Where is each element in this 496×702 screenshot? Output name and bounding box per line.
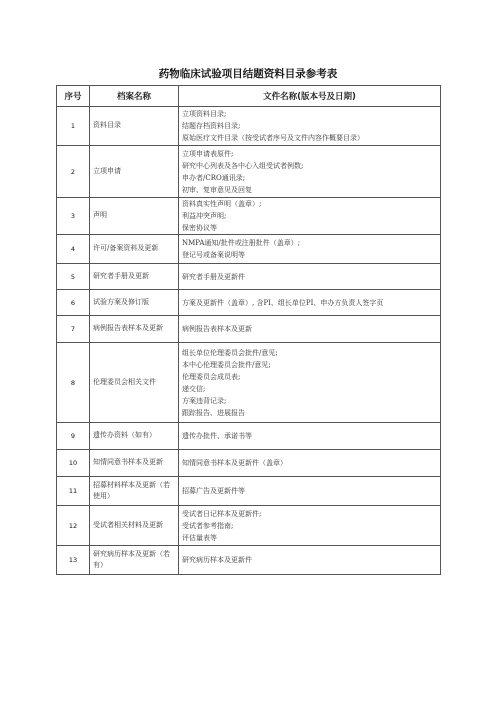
header-archive-name: 档案名称 xyxy=(90,86,179,107)
file-line: 受试者参考指南; xyxy=(182,521,234,530)
archive-catalog-table xyxy=(56,85,441,575)
file-list-cell xyxy=(179,290,441,316)
file-line: 方案违背记录; xyxy=(182,396,227,405)
table-row xyxy=(57,107,441,146)
archive-name-cell: 资料目录 xyxy=(90,107,179,146)
table-body xyxy=(57,107,441,575)
table-row xyxy=(57,423,441,450)
table-row xyxy=(57,235,441,264)
file-line: 利益冲突声明; xyxy=(182,212,227,220)
archive-name-cell: 病例报告表样本及更新 xyxy=(90,316,179,343)
file-list-cell xyxy=(179,146,441,198)
file-line: 立项申请表原件; xyxy=(182,149,234,158)
table-row xyxy=(57,546,441,575)
file-line: 资料真实性声明（盖章）; xyxy=(182,200,262,208)
row-number: 3 xyxy=(57,198,90,235)
table-row xyxy=(57,450,441,477)
file-line: 遗传办批件、承诺书等 xyxy=(182,432,252,440)
file-line: 申办者/CRO通讯录; xyxy=(182,173,246,182)
row-number: 5 xyxy=(57,264,90,290)
file-line: 病例报告表样本及更新 xyxy=(182,325,252,333)
file-line: 结题存档资料目录; xyxy=(182,122,241,130)
file-line: 初审、复审意见及回复 xyxy=(182,185,252,194)
file-line: 研究者手册及更新件 xyxy=(182,272,245,281)
archive-name-cell: 研究者手册及更新 xyxy=(90,264,179,290)
archive-name-cell: 试验方案及修订版 xyxy=(90,290,179,316)
table-row xyxy=(57,506,441,546)
file-list-cell xyxy=(179,477,441,506)
archive-name-cell: 声明 xyxy=(90,198,179,235)
file-line: 招募广告及更新件等 xyxy=(182,487,245,495)
header-file-name: 文件名称(版本号及日期) xyxy=(179,86,441,107)
file-list-cell xyxy=(179,423,441,450)
file-line: 本中心伦理委员会批件/意见; xyxy=(182,360,271,369)
row-number: 11 xyxy=(57,477,90,506)
file-line: 评估量表等 xyxy=(182,533,217,542)
file-line: 立项资料目录; xyxy=(182,110,227,118)
archive-name-cell: 遗传办资料（如有） xyxy=(90,423,179,450)
file-list-cell xyxy=(179,264,441,290)
file-line: 方案及更新件（盖章）, 含PI、组长单位PI、申办方负责人签字页 xyxy=(182,298,384,307)
file-list-cell xyxy=(179,546,441,575)
row-number: 2 xyxy=(57,146,90,198)
table-row xyxy=(57,146,441,198)
row-number: 1 xyxy=(57,107,90,146)
file-list-cell xyxy=(179,107,441,146)
row-number: 10 xyxy=(57,450,90,477)
file-line: 组长单位伦理委员会批件/意见; xyxy=(182,348,278,357)
table-row xyxy=(57,198,441,235)
archive-name-cell: 立项申请 xyxy=(90,146,179,198)
file-line: 递交信; xyxy=(182,384,206,393)
row-number: 6 xyxy=(57,290,90,316)
archive-name-cell: 许可/备案资料及更新 xyxy=(90,235,179,264)
row-number: 4 xyxy=(57,235,90,264)
table-row xyxy=(57,290,441,316)
row-number: 13 xyxy=(57,546,90,575)
page-title: 药物临床试验项目结题资料目录参考表 xyxy=(158,68,338,80)
file-line: 保密协议等 xyxy=(182,224,217,232)
file-list-cell xyxy=(179,316,441,343)
archive-name-cell: 知情同意书样本及更新 xyxy=(90,450,179,477)
file-list-cell xyxy=(179,506,441,546)
file-list-cell xyxy=(179,235,441,264)
file-line: 登记号或备案说明等 xyxy=(182,251,245,259)
row-number: 9 xyxy=(57,423,90,450)
archive-name-cell: 研究病历样本及更新（若有） xyxy=(90,546,179,575)
file-list-cell xyxy=(179,450,441,477)
row-number: 8 xyxy=(57,343,90,423)
table-header-row xyxy=(57,86,441,107)
archive-name-cell: 受试者相关材料及更新 xyxy=(90,506,179,546)
file-line: 跟踪报告、进展报告 xyxy=(182,408,245,417)
file-line: 受试者日记样本及更新件; xyxy=(182,509,262,518)
table-row xyxy=(57,477,441,506)
file-list-cell xyxy=(179,343,441,423)
file-line: 原始医疗文件目录（按受试者序号及文件内容作概要目录） xyxy=(182,134,364,142)
file-line: 研究中心列表及各中心入组受试者例数; xyxy=(182,161,304,170)
table-row xyxy=(57,316,441,343)
header-no: 序号 xyxy=(57,86,90,107)
row-number: 12 xyxy=(57,506,90,546)
archive-name-cell: 招募材料样本及更新（若使用） xyxy=(90,477,179,506)
file-line: 研究病历样本及更新件 xyxy=(182,556,252,564)
file-line: 伦理委员会成员表; xyxy=(182,372,241,381)
file-line: NMPA通知/批件或注册批件（盖章）; xyxy=(182,239,301,247)
table-row xyxy=(57,343,441,423)
archive-name-cell: 伦理委员会相关文件 xyxy=(90,343,179,423)
file-list-cell xyxy=(179,198,441,235)
file-line: 知情同意书样本及更新件（盖章） xyxy=(182,459,287,467)
table-row xyxy=(57,264,441,290)
row-number: 7 xyxy=(57,316,90,343)
